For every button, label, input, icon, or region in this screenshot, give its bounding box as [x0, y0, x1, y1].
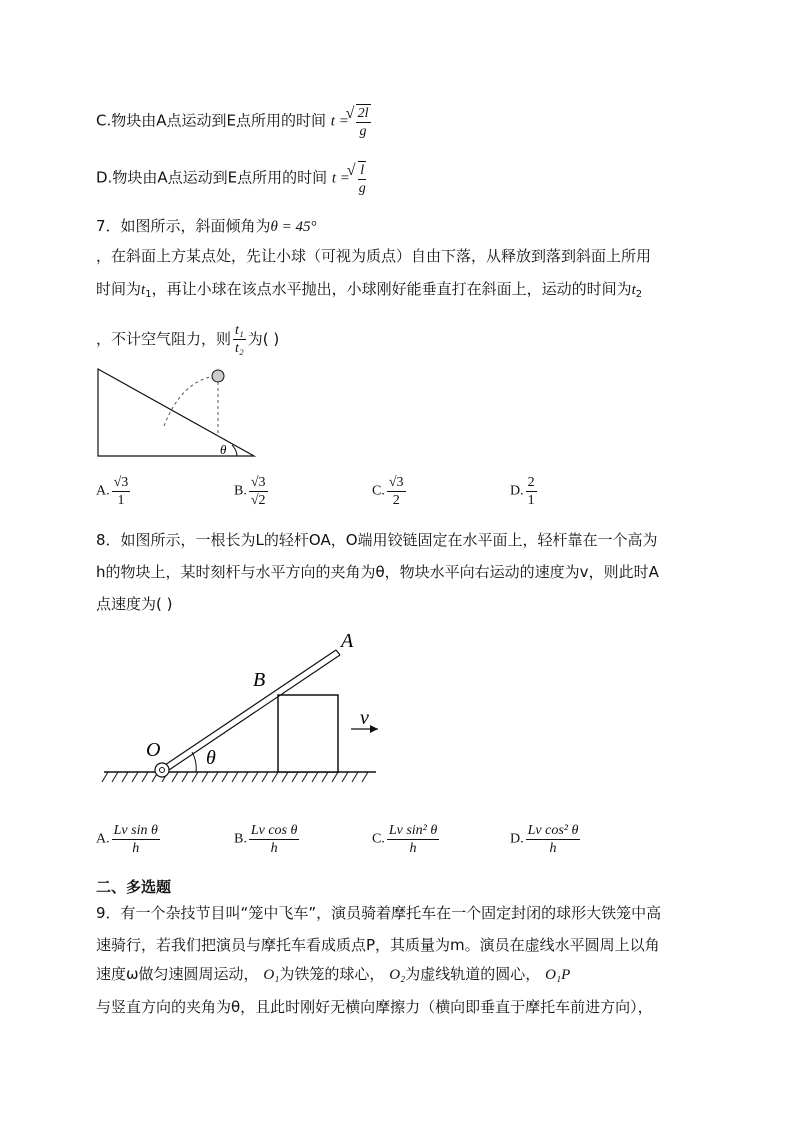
angle-arc — [192, 752, 196, 772]
denominator: 1 — [527, 493, 535, 508]
numerator: 2l — [357, 106, 369, 121]
q9-line1: 9．有一个杂技节目叫“笼中飞车”，演员骑着摩托车在一个固定封闭的球形大铁笼中高 — [96, 904, 662, 922]
q8-line2: h的物块上，某时刻杆与水平方向的夹角为θ，物块水平向右运动的速度为v，则此时A — [96, 563, 659, 581]
q7-line2: ，在斜面上方某点处，先让小球（可视为质点）自由下落，从释放到落到斜面上所用 — [96, 247, 652, 265]
text: 为虚线轨道的圆心， — [405, 965, 541, 983]
option-label: D. — [510, 831, 524, 847]
q7-line3 — [96, 279, 642, 305]
numerator: Lv sin θ — [113, 823, 158, 838]
numerator: 2 — [527, 475, 535, 490]
denominator: h — [409, 841, 417, 856]
q9-line2: 速骑行，若我们把演员与摩托车看成质点P，其质量为m。演员在虚线水平圆周上以角 — [96, 936, 660, 954]
q9-line3 — [96, 964, 570, 985]
numerator: √3 — [388, 475, 404, 490]
q7-line4 — [96, 322, 279, 357]
q8-option-d[interactable] — [510, 822, 582, 857]
q8-option-c[interactable] — [372, 822, 441, 857]
option-label: D. — [510, 483, 524, 499]
text: 为( ) — [247, 330, 280, 348]
option-label: B. — [234, 831, 247, 847]
block — [278, 695, 338, 772]
ball-icon — [212, 370, 224, 382]
o1p-symbol: O₁P — [545, 967, 571, 983]
option-label: C. — [372, 483, 385, 499]
numerator: t₁ — [235, 323, 244, 338]
q9-line4: 与竖直方向的夹角为θ，且此时刚好无横向摩擦力（横向即垂直于摩托车前进方向）， — [96, 998, 653, 1016]
text: ，不计空气阻力，则 — [96, 330, 232, 348]
equation-lhs: t = — [331, 170, 350, 187]
numerator: Lv cos θ — [250, 823, 298, 838]
option-label: D. — [96, 168, 113, 187]
q7-option-b[interactable] — [234, 474, 270, 509]
text: ，再让小球在该点水平抛出，小球刚好能垂直打在斜面上，运动的时间为 — [151, 280, 632, 298]
o1-symbol: O₁ — [263, 967, 280, 983]
denominator: t₂ — [235, 341, 244, 356]
ground-hatching — [102, 772, 368, 782]
q7-incline-figure — [92, 362, 262, 462]
ratio-fraction — [233, 322, 246, 357]
t1-sub: 1 — [145, 289, 152, 300]
theta-label: θ — [220, 442, 227, 457]
point-a-label: A — [341, 630, 354, 652]
option-text: 物块由A点运动到E点所用的时间 — [112, 168, 328, 187]
section-heading: 二、多选题 — [96, 878, 172, 896]
theta-equation: θ = 45° — [270, 219, 317, 235]
q7-option-a[interactable] — [96, 474, 132, 509]
text: 速度ω做匀速圆周运动， — [96, 965, 259, 983]
option-label: A. — [96, 483, 110, 499]
denominator: h — [270, 841, 278, 856]
incline-triangle — [98, 369, 254, 456]
q8-line1: 8．如图所示，一根长为L的轻杆OA，O端用铰链固定在水平面上，轻杆靠在一个高为 — [96, 531, 658, 549]
equation-lhs: t = — [330, 113, 349, 130]
option-label: B. — [234, 483, 247, 499]
option-text: 物块由A点运动到E点所用的时间 — [111, 111, 326, 130]
denominator: 1 — [117, 493, 125, 508]
denominator: 2 — [392, 493, 400, 508]
numerator: l — [360, 163, 365, 178]
text: 时间为 — [96, 280, 142, 298]
numerator: √3 — [113, 475, 129, 490]
q8-option-a[interactable] — [96, 822, 162, 857]
velocity-label: v — [360, 707, 369, 729]
q7-option-d[interactable] — [510, 474, 539, 509]
option-label: A. — [96, 831, 110, 847]
projectile-path — [164, 376, 216, 426]
theta-label: θ — [206, 747, 216, 769]
t2-sub: 2 — [635, 289, 643, 300]
denominator: h — [132, 841, 140, 856]
q6-option-c[interactable] — [96, 103, 373, 139]
arrow-head-icon — [370, 725, 378, 733]
sqrt-fraction: √ 2l g — [345, 105, 369, 139]
q7-line1 — [96, 216, 317, 237]
q7-option-c[interactable] — [372, 474, 408, 509]
hinge-pin-icon — [160, 768, 165, 773]
t1: t — [141, 282, 146, 298]
o2-symbol: O₂ — [389, 967, 406, 983]
numerator: Lv sin² θ — [388, 823, 438, 838]
denominator: √2 — [250, 493, 266, 508]
denominator: h — [549, 841, 557, 856]
denominator: g — [358, 181, 366, 196]
q8-line3: 点速度为( ) — [96, 595, 173, 613]
point-b-label: B — [253, 669, 266, 691]
numerator: √3 — [250, 475, 266, 490]
point-o-label: O — [146, 739, 161, 761]
numerator: Lv cos² θ — [527, 823, 579, 838]
sqrt-fraction: √ l g — [346, 162, 366, 196]
q6-option-d[interactable] — [96, 160, 370, 196]
q8-option-b[interactable] — [234, 822, 301, 857]
option-label: C. — [372, 831, 385, 847]
text: 7．如图所示，斜面倾角为 — [96, 217, 271, 235]
text: 为铁笼的球心， — [279, 965, 385, 983]
option-label: C. — [96, 111, 112, 130]
t2: t — [631, 282, 636, 298]
denominator: g — [359, 124, 367, 139]
q8-rod-block-figure — [96, 622, 386, 794]
